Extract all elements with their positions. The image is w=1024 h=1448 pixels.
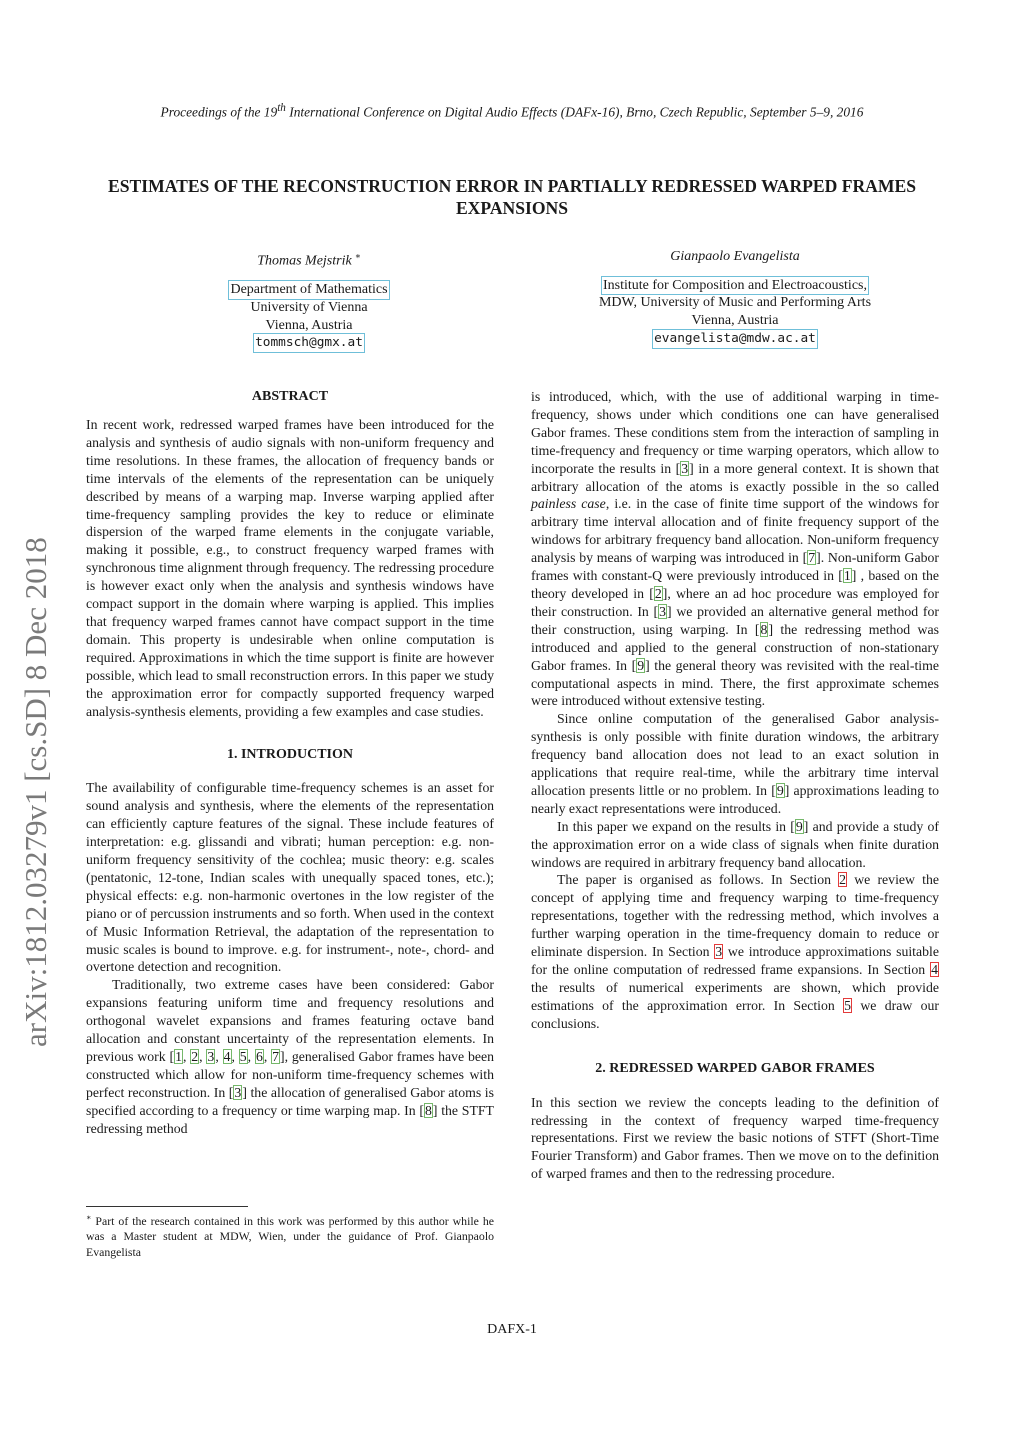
citation-link[interactable]: 3 [207, 1049, 215, 1064]
citation-link[interactable]: 1 [843, 568, 851, 584]
citation-link[interactable]: 2 [654, 585, 662, 601]
citation-link[interactable]: 8 [760, 621, 768, 637]
affiliation-line: MDW, University of Music and Performing Arts [598, 295, 872, 311]
section-link[interactable]: 5 [844, 997, 852, 1013]
paper-title: ESTIMATES OF THE RECONSTRUCTION ERROR IN PARTIALLY REDRESSED WARPED FRAMES EXPANSIONS [107, 176, 917, 218]
left-column [86, 388, 494, 1138]
email-link[interactable]: tommsch@gmx.at [255, 335, 363, 351]
conference-header: Proceedings of the 19th International Conference on Digital Audio Effects (DAFx-16), Brno, Czech Republic, September 5–9, 2016 [160, 102, 864, 120]
intro-heading: 1. INTRODUCTION [226, 747, 353, 763]
citation-link[interactable]: 5 [239, 1049, 247, 1064]
section-2-paragraph: In this section we review the concepts leading to the definition of redressing in the context of frequency warped time-frequency representations. First we review the basic notions of STFT (Short-Time Fourier Transform) and Gabor frames. Then we move on to the definition of warped frames and then to the redressing procedure. [531, 1094, 939, 1182]
section-link[interactable]: 3 [715, 944, 723, 960]
affiliation-line: University of Vienna [250, 300, 368, 316]
citation-link[interactable]: 3 [659, 603, 667, 619]
affiliation-line: Vienna, Austria [691, 313, 779, 329]
intro-paragraph-3: Since online computation of the generalised Gabor analysis-synthesis is only possible with finite duration windows, the arbitrary frequency band allocation does not lead to an exact solution in applications that require real-time, while the arbitrary time interval allocation presents little or no problem. In [9] approximations leading to nearly exact representations were introduced. [531, 711, 939, 816]
author-block-1 [149, 248, 469, 352]
right-column [531, 388, 939, 1183]
citation-link[interactable]: 4 [223, 1049, 231, 1064]
affiliation-link[interactable]: Institute for Composition and Electroacoustics, [602, 277, 867, 293]
author-block-2 [575, 248, 895, 348]
citation-link[interactable]: 6 [255, 1049, 263, 1064]
citation-link[interactable]: 9 [776, 782, 784, 798]
citation-link[interactable]: 3 [681, 460, 689, 476]
abstract-heading: ABSTRACT [251, 389, 329, 404]
citation-link[interactable]: 2 [191, 1049, 199, 1064]
author-name: Gianpaolo Evangelista [670, 249, 800, 264]
intro-paragraph-4: In this paper we expand on the results in [9] and provide a study of the approximation error on a wide class of signals when finite duration windows are required in arbitrary frequency band allocation. [531, 818, 939, 870]
section-2-heading: 2. REDRESSED WARPED GABOR FRAMES [595, 1060, 875, 1076]
footnote: ∗ Part of the research contained in this work was performed by this author while he was a Master student at MDW, Wien, under the guidance of Prof. Gianpaolo Evangelista [86, 1213, 494, 1259]
abstract-text: In recent work, redressed warped frames have been introduced for the analysis and synthesis of audio signals with non-uniform frequency and time resolutions. In these frames, the allocation of frequency bands or time intervals of the elements of the representation can be uniquely described by means of a warping map. Inverse warping applied after time-frequency sampling provides the key to reduce or eliminate dispersion of the warped frame elements in the conjugate variable, making it possible, e.g., to construct frequency warped frames with synchronous time alignment through frequency. The redressing procedure is however exact only when the analysis and synthesis windows have compact support in the domain where warping is applied. This implies that frequency warped frames cannot have compact support in the time domain. This property is undesirable when online computation is required. Approximations in which the time support is finite are however possible, which lead to small reconstruction errors. In this paper we study the approximation error for compactly supported frequency warped analysis-synthesis elements, providing a few examples and case studies. [86, 417, 494, 719]
affiliation-line: Vienna, Austria [265, 317, 353, 333]
citation-link[interactable]: 1 [175, 1049, 182, 1064]
arxiv-watermark: arXiv:1812.03279v1 [cs.SD] 8 Dec 2018 [18, 537, 53, 1047]
intro-paragraph-1: The availability of configurable time-frequency schemes is an asset for sound analysis and synthesis, where the elements of the representation can efficiently capture features of the signal. These include features of interpretation: e.g. glissandi and vibrati; human perception: e.g. non-uniform frequency sensitivity of the cochlea; music theory: e.g. scales (pentatonic, 12-tone, Indian scales with unequally spaced tones, etc.); physical effects: e.g. non-harmonic overtones in the low register of the piano or of percussion instruments and so forth. When used in the context of Music Information Retrieval, the adaptation of the representation to music scales is bound to improve. e.g. for instrument-, note-, chord- and overtone detection and recognition. [86, 780, 494, 975]
citation-link[interactable]: 7 [272, 1049, 280, 1064]
section-link[interactable]: 4 [931, 962, 938, 977]
affiliation-link[interactable]: Department of Mathematics [230, 282, 388, 298]
footnote-rule [86, 1206, 248, 1207]
intro-paragraph-continued: is introduced, which, with the use of additional warping in time-frequency, shows under which conditions one can have generalised Gabor frames. These conditions stem from the interaction of sampling in time-frequency and frequency or time warping operators, which allow to incorporate the results in [3] in a more general context. It is shown that arbitrary allocation of the atoms is exactly possible in the so called painless case, i.e. in the case of finite time support of the windows for arbitrary time interval allocation and of finite frequency support of the windows for arbitrary frequency band allocation. Non-uniform frequency analysis by means of warping was introduced in [7]. Non-uniform Gabor frames with constant-Q were previously introduced in [1] , based on the theory developed in [2], where an ad hoc procedure was employed for their construction. In [3] we provided an alternative general method for their construction, using warping. In [8] the redressing method was introduced and applied to the general construction of non-stationary Gabor frames. In [9] the general theory was revisited with the real-time computational aspects in mind. There, the first approximate schemes were introduced without extensive testing. [531, 389, 939, 709]
citation-link[interactable]: 3 [234, 1084, 242, 1100]
author-name: Thomas Mejstrik ∗ [257, 251, 361, 269]
citation-link[interactable]: 7 [808, 550, 816, 566]
section-link[interactable]: 2 [839, 872, 847, 888]
intro-paragraph-2: Traditionally, two extreme cases have been considered: Gabor expansions featuring uniform time and frequency resolutions and orthogonal wavelet expansions and frames featuring octave band allocation and constant uncertainty of the representation elements. In previous work [1, 2, 3, 4, 5, 6, 7], generalised Gabor frames have been constructed which allow for non-uniform time-frequency schemes with perfect reconstruction. In [3] the allocation of generalised Gabor atoms is specified according to a frequency or time warping map. In [8] the STFT redressing method [86, 977, 495, 1136]
citation-link[interactable]: 8 [424, 1102, 432, 1118]
page-footer: DAFX-1 [487, 1322, 537, 1337]
email-link[interactable]: evangelista@mdw.ac.at [654, 330, 816, 346]
intro-paragraph-5: The paper is organised as follows. In Section 2 we review the concept of applying time and frequency warping to time-frequency representations, together with the redressing method, which involves a further warping operation in the time-frequency domain to reduce or eliminate dispersion. In Section 3 we introduce approximations suitable for the online computation of redressed frame expansions. In Section 4 the results of numerical experiments are shown, which provide estimations of the approximation error. In Section 5 we draw our conclusions. [531, 872, 940, 1031]
citation-link[interactable]: 9 [795, 818, 803, 834]
citation-link[interactable]: 9 [637, 657, 645, 673]
